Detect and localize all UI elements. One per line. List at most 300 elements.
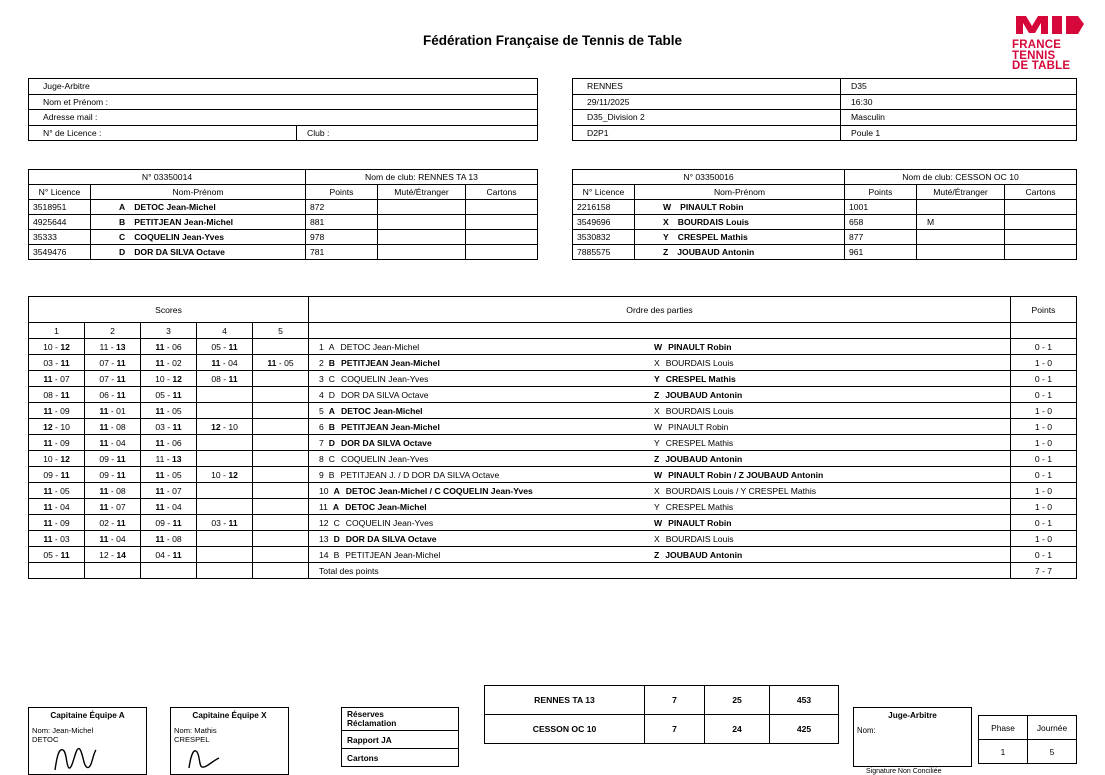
player-letter: A (119, 202, 126, 212)
table-row (29, 297, 1077, 323)
away-player-name: BOURDAIS Louis (665, 405, 734, 416)
set-score-separator: - (108, 357, 117, 368)
set-score (85, 483, 141, 499)
set-score-away: 02 (172, 357, 182, 368)
reserves-line-2: Réclamation (347, 718, 397, 728)
home-player-name: DOR DA SILVA Octave (341, 437, 432, 448)
set-score-separator: - (52, 341, 61, 352)
set-score-home: 11 (99, 421, 109, 432)
set-score-separator: - (108, 469, 117, 480)
table-row (29, 323, 1077, 339)
set-score-separator: - (164, 405, 173, 416)
set-score (29, 435, 85, 451)
table-row (29, 451, 1077, 467)
set-score-away: 12 (172, 373, 182, 384)
away-player-name: BOURDAIS Louis (665, 533, 734, 544)
set-number: 4 (197, 323, 253, 339)
match-division: D35_Division 2 (573, 110, 841, 126)
player-name (635, 215, 845, 230)
team-a-club: Nom de club: RENNES TA 13 (306, 170, 538, 185)
set-score (85, 387, 141, 403)
set-score (29, 515, 85, 531)
table-row (29, 185, 538, 200)
totals-team: RENNES TA 13 (485, 686, 645, 715)
col-cartons: Cartons (466, 185, 538, 200)
table-row (29, 403, 1077, 419)
match-order-cell (309, 371, 1011, 387)
away-player-letter: W (654, 421, 663, 432)
home-player-letter: C (333, 517, 340, 528)
logo-line-1: FRANCE (1012, 39, 1062, 51)
set-score (85, 419, 141, 435)
table-row (29, 355, 1077, 371)
table-row (29, 125, 538, 141)
set-score (253, 483, 309, 499)
set-score-home: 11 (99, 533, 109, 544)
set-score-away: 05 (60, 485, 70, 496)
set-score (197, 467, 253, 483)
match-number: 10 (319, 485, 329, 496)
match-order-cell (309, 499, 1011, 515)
set-score-separator: - (220, 357, 229, 368)
set-score-away: 13 (116, 341, 126, 352)
phase-label: Phase (979, 716, 1028, 740)
table-row (979, 740, 1077, 764)
set-score-away: 11 (116, 373, 126, 384)
player-letter: W (663, 202, 672, 212)
match-points: 1 - 0 (1011, 435, 1077, 451)
away-player-letter: X (654, 405, 660, 416)
points-subheader (1011, 323, 1077, 339)
player-cartons (1005, 230, 1077, 245)
team-x-licence: N° 03350016 (573, 170, 845, 185)
set-score-away: 04 (116, 437, 126, 448)
team-x-club: Nom de club: CESSON OC 10 (845, 170, 1077, 185)
set-score-separator: - (52, 469, 61, 480)
match-order-cell (309, 403, 1011, 419)
set-score-separator: - (52, 485, 61, 496)
set-score-separator: - (164, 453, 172, 464)
set-score-away: 11 (228, 517, 238, 528)
captain-a-signature[interactable] (33, 742, 143, 772)
reserves-table (341, 707, 459, 767)
col-points: Points (845, 185, 917, 200)
judge-email-label[interactable]: Adresse mail : (29, 110, 538, 126)
match-points: 1 - 0 (1011, 483, 1077, 499)
set-score-home: 11 (155, 469, 165, 480)
phase-journee-table (978, 715, 1077, 764)
ordre-header: Ordre des parties (309, 297, 1011, 323)
set-score (197, 451, 253, 467)
set-score (29, 419, 85, 435)
set-score-away: 11 (228, 341, 238, 352)
table-row (29, 200, 538, 215)
away-player-cell (654, 454, 742, 464)
set-score-away: 10 (228, 421, 238, 432)
set-score (197, 531, 253, 547)
cartons-cell[interactable]: Cartons (342, 749, 459, 767)
set-score-away: 11 (60, 357, 70, 368)
set-score-home: 11 (155, 453, 165, 464)
player-name (91, 200, 306, 215)
set-score-away: 11 (116, 469, 126, 480)
table-row[interactable] (342, 731, 459, 749)
player-mute (378, 215, 466, 230)
set-score-away: 04 (228, 357, 238, 368)
match-phase-code: D2P1 (573, 125, 841, 141)
col-name: Nom-Prénom (91, 185, 306, 200)
away-player-cell (654, 374, 736, 384)
player-name (91, 215, 306, 230)
match-points: 1 - 0 (1011, 531, 1077, 547)
table-row (29, 419, 1077, 435)
set-score-separator: - (52, 405, 61, 416)
set-number: 1 (29, 323, 85, 339)
table-row[interactable] (342, 749, 459, 767)
set-score-separator: - (164, 517, 173, 528)
player-letter: D (119, 247, 126, 257)
set-score-away: 12 (228, 469, 238, 480)
table-row (29, 170, 538, 185)
away-player-name: CRESPEL Mathis (665, 373, 736, 384)
match-points: 1 - 0 (1011, 419, 1077, 435)
captain-a-lastname: DETOC (32, 735, 59, 744)
away-player-cell (654, 550, 742, 560)
home-player-letter: A (328, 341, 335, 352)
set-score (29, 531, 85, 547)
match-order-cell (309, 547, 1011, 563)
set-score-home: 04 (155, 549, 165, 560)
set-score-separator: - (108, 437, 117, 448)
totals-value-1: 7 (645, 715, 705, 744)
match-order-cell (309, 355, 1011, 371)
player-cartons (1005, 245, 1077, 260)
set-score (29, 355, 85, 371)
scores-table (28, 296, 1077, 579)
set-score-away: 12 (60, 341, 70, 352)
set-score-home: 11 (43, 373, 53, 384)
away-player-letter: W (654, 469, 663, 480)
away-player-name: CRESPEL Mathis (665, 437, 734, 448)
away-player-letter: Y (654, 501, 660, 512)
set-score-separator: - (108, 517, 117, 528)
set-score (197, 339, 253, 355)
set-score (141, 515, 197, 531)
set-score-away: 11 (60, 469, 70, 480)
match-points: 0 - 1 (1011, 547, 1077, 563)
set-score-away: 08 (116, 485, 126, 496)
captain-x-lastname: CRESPEL (174, 735, 210, 744)
set-score-home: 11 (211, 357, 221, 368)
set-score-separator: - (220, 517, 229, 528)
set-score (141, 483, 197, 499)
match-points: 0 - 1 (1011, 387, 1077, 403)
player-cartons (1005, 215, 1077, 230)
set-score-separator: - (52, 549, 61, 560)
judge-signature-name-label[interactable]: Nom: (857, 726, 876, 735)
judge-licence-label[interactable]: N° de Licence : (29, 125, 297, 141)
set-score-separator: - (108, 453, 117, 464)
set-score (141, 467, 197, 483)
match-number: 6 (319, 421, 324, 432)
set-score-home: 07 (99, 373, 109, 384)
logo-mark-icon (1012, 12, 1088, 36)
set-score (197, 419, 253, 435)
set-score-away: 08 (116, 421, 126, 432)
player-mute (378, 200, 466, 215)
set-score-separator: - (276, 357, 285, 368)
set-score-away: 11 (60, 389, 70, 400)
table-row (29, 563, 1077, 579)
table-row (573, 79, 1077, 95)
col-points: Points (306, 185, 378, 200)
away-player-cell (654, 390, 742, 400)
home-player-name: DOR DA SILVA Octave (345, 533, 437, 544)
home-player-name: PETITJEAN Jean-Michel (345, 549, 441, 560)
player-cartons (1005, 200, 1077, 215)
totals-team: CESSON OC 10 (485, 715, 645, 744)
set-score-separator: - (52, 421, 61, 432)
table-row (573, 110, 1077, 126)
set-score-separator: - (164, 469, 173, 480)
player-points: 877 (845, 230, 917, 245)
player-mute (378, 230, 466, 245)
home-player-name: PETITJEAN Jean-Michel (341, 357, 440, 368)
set-score-away: 11 (172, 389, 182, 400)
set-score-home: 11 (43, 517, 53, 528)
set-score-home: 05 (43, 549, 53, 560)
set-score-home: 05 (211, 341, 221, 352)
match-number: 4 (319, 389, 324, 400)
set-score-separator: - (164, 437, 173, 448)
home-player-letter: B (333, 549, 340, 560)
set-score (197, 435, 253, 451)
home-player-letter: A (333, 485, 340, 496)
table-row (979, 716, 1077, 740)
set-score-separator: - (52, 501, 61, 512)
home-player-name: COQUELIN Jean-Yves (341, 453, 429, 464)
match-order-cell (309, 387, 1011, 403)
set-score-away: 05 (284, 357, 294, 368)
player-fullname: PINAULT Robin (680, 202, 744, 212)
judge-club-label[interactable]: Club : (297, 125, 538, 141)
captain-a-box (28, 707, 147, 775)
points-header: Points (1011, 297, 1077, 323)
phase-value: 1 (979, 740, 1028, 764)
player-mute (378, 245, 466, 260)
set-score-separator: - (164, 549, 173, 560)
player-cartons (466, 230, 538, 245)
set-score (29, 339, 85, 355)
set-score-away: 09 (60, 517, 70, 528)
set-number: 3 (141, 323, 197, 339)
set-score-separator: - (164, 389, 173, 400)
table-row (573, 185, 1077, 200)
away-player-name: PINAULT Robin (668, 517, 732, 528)
set-score-away: 08 (172, 533, 182, 544)
table-row (573, 215, 1077, 230)
ordre-subheader (309, 323, 1011, 339)
table-row (573, 230, 1077, 245)
set-score-home: 11 (155, 485, 165, 496)
set-score (85, 531, 141, 547)
set-score (29, 483, 85, 499)
set-score-separator: - (52, 437, 61, 448)
player-letter: C (119, 232, 126, 242)
player-licence: 3518951 (29, 200, 91, 215)
set-score-away: 09 (60, 437, 70, 448)
set-score-separator: - (164, 341, 173, 352)
set-score-separator: - (164, 357, 173, 368)
set-score-home: 12 (99, 549, 109, 560)
away-player-cell (654, 502, 733, 512)
set-score-home: 09 (43, 469, 53, 480)
scores-body (29, 339, 1077, 563)
away-player-cell (654, 518, 731, 528)
set-score-separator: - (220, 469, 229, 480)
set-score-separator: - (52, 517, 61, 528)
set-score (85, 371, 141, 387)
col-mute: Muté/Étranger (917, 185, 1005, 200)
away-player-letter: X (654, 485, 660, 496)
set-score-separator: - (164, 373, 173, 384)
set-score-home: 11 (43, 533, 53, 544)
scores-header: Scores (29, 297, 309, 323)
set-score-away: 04 (172, 501, 182, 512)
player-points: 978 (306, 230, 378, 245)
set-score-home: 10 (211, 469, 221, 480)
match-order-cell (309, 339, 1011, 355)
judge-signature-title: Juge-Arbitre (888, 711, 937, 720)
table-row (485, 686, 839, 715)
match-time: 16:30 (841, 94, 1077, 110)
set-score (141, 435, 197, 451)
set-score (141, 355, 197, 371)
player-points: 658 (845, 215, 917, 230)
captain-x-signature[interactable] (175, 742, 285, 772)
player-cartons (466, 200, 538, 215)
set-score (141, 371, 197, 387)
home-player-letter: C (328, 453, 335, 464)
set-score-home: 11 (155, 341, 165, 352)
set-score (141, 387, 197, 403)
set-score-away: 11 (116, 389, 126, 400)
set-score-separator: - (108, 373, 117, 384)
set-score-home: 08 (43, 389, 53, 400)
set-score (141, 403, 197, 419)
match-number: 9 (319, 469, 324, 480)
match-date: 29/11/2025 (573, 94, 841, 110)
set-score (141, 547, 197, 563)
judge-label: Juge-Arbitre (29, 79, 538, 95)
match-number: 5 (319, 405, 324, 416)
set-score-away: 11 (228, 373, 238, 384)
set-score (85, 547, 141, 563)
home-player-letter: B (328, 357, 335, 368)
away-player-name: JOUBAUD Antonin (665, 453, 743, 464)
away-player-name: PINAULT Robin / Z JOUBAUD Antonin (668, 469, 824, 480)
match-points: 1 - 0 (1011, 499, 1077, 515)
set-score-home: 03 (155, 421, 165, 432)
player-fullname: BOURDAIS Louis (677, 217, 749, 227)
set-score-home: 11 (155, 405, 165, 416)
player-points: 781 (306, 245, 378, 260)
table-row (573, 170, 1077, 185)
player-fullname: DETOC Jean-Michel (134, 202, 216, 212)
match-order-cell (309, 419, 1011, 435)
set-score-home: 11 (99, 501, 109, 512)
set-score (253, 355, 309, 371)
set-score-home: 12 (211, 421, 221, 432)
set-score-home: 11 (99, 405, 109, 416)
set-score-home: 07 (99, 357, 109, 368)
set-score-home: 11 (155, 357, 165, 368)
set-score-home: 11 (155, 533, 165, 544)
home-player-letter: B (328, 421, 335, 432)
table-row (29, 245, 538, 260)
home-player-letter: C (328, 373, 335, 384)
player-mute: M (917, 215, 1005, 230)
table-row[interactable] (342, 708, 459, 731)
match-order-cell (309, 451, 1011, 467)
away-player-cell (654, 470, 823, 480)
col-licence: N° Licence (29, 185, 91, 200)
total-blank (85, 563, 141, 579)
player-letter: Z (663, 247, 669, 257)
reserves-cell[interactable] (342, 708, 459, 731)
judge-name-label[interactable]: Nom et Prénom : (29, 94, 538, 110)
page-title: Fédération Française de Tennis de Table (422, 33, 683, 48)
home-player-name: COQUELIN Jean-Yves (345, 517, 434, 528)
total-blank (29, 563, 85, 579)
match-number: 13 (319, 533, 329, 544)
home-player-name: DETOC Jean-Michel (341, 405, 423, 416)
table-row (573, 94, 1077, 110)
away-player-cell (654, 406, 734, 416)
set-score-away: 06 (172, 437, 182, 448)
table-row (29, 435, 1077, 451)
player-mute (917, 230, 1005, 245)
match-points: 0 - 1 (1011, 339, 1077, 355)
away-player-cell (654, 342, 731, 352)
away-player-cell (654, 438, 733, 448)
away-player-name: CRESPEL Mathis (665, 501, 734, 512)
set-score-separator: - (108, 341, 116, 352)
player-licence: 3530832 (573, 230, 635, 245)
set-score (141, 451, 197, 467)
player-mute (917, 245, 1005, 260)
player-fullname: CRESPEL Mathis (677, 232, 748, 242)
away-player-cell (654, 486, 816, 496)
set-score-home: 03 (43, 357, 53, 368)
set-score-away: 13 (172, 453, 182, 464)
set-score (141, 339, 197, 355)
rapport-ja-cell[interactable]: Rapport JA (342, 731, 459, 749)
table-row (29, 110, 538, 126)
set-score-away: 04 (60, 501, 70, 512)
col-licence: N° Licence (573, 185, 635, 200)
match-points: 0 - 1 (1011, 515, 1077, 531)
match-points: 0 - 1 (1011, 467, 1077, 483)
set-score-home: 11 (155, 437, 165, 448)
set-score (253, 403, 309, 419)
set-score (253, 531, 309, 547)
set-score (29, 467, 85, 483)
match-number: 3 (319, 373, 324, 384)
player-fullname: PETITJEAN Jean-Michel (134, 217, 234, 227)
player-points: 961 (845, 245, 917, 260)
set-score (141, 531, 197, 547)
